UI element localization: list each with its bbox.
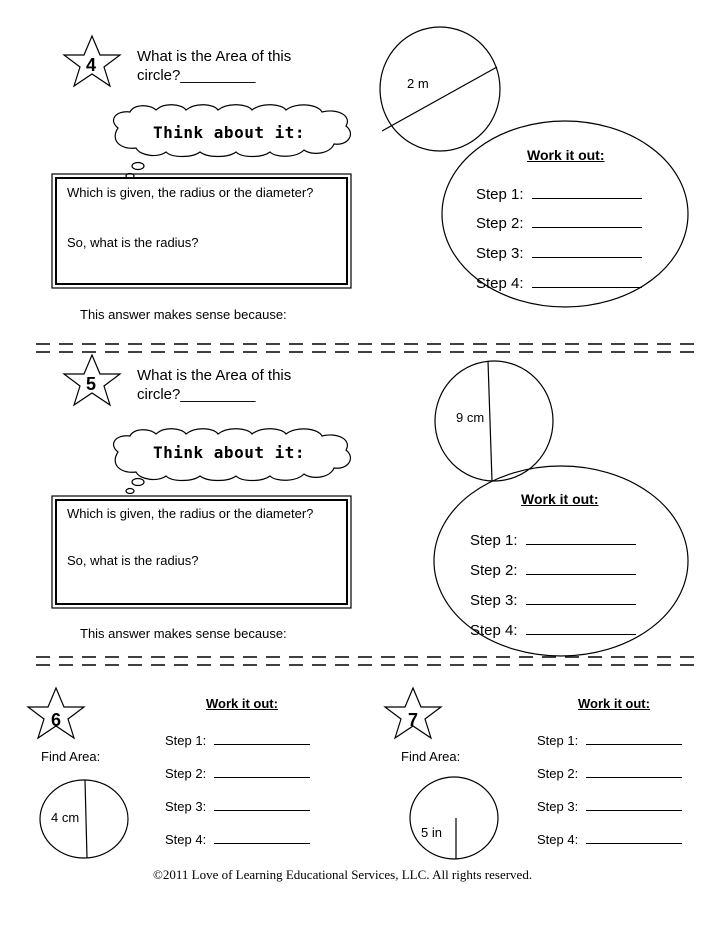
work-heading: Work it out: bbox=[206, 696, 278, 711]
step-label: Step 2: bbox=[165, 766, 207, 781]
circle-figure bbox=[435, 361, 553, 481]
step-label: Step 1: bbox=[537, 733, 579, 748]
step-row bbox=[165, 763, 310, 780]
step-row bbox=[537, 730, 682, 747]
step-row bbox=[165, 796, 310, 813]
question-text-line2: circle?_________ bbox=[137, 386, 256, 403]
prompt-what-is-radius: So, what is the radius? bbox=[67, 235, 199, 250]
question-text-line1: What is the Area of this bbox=[137, 48, 292, 65]
think-heading: Think about it: bbox=[153, 123, 305, 142]
answer-blank[interactable] bbox=[526, 560, 636, 575]
question-text-line1: What is the Area of this bbox=[137, 367, 292, 384]
step-row bbox=[476, 273, 642, 291]
step-label: Step 4: bbox=[537, 832, 579, 847]
work-heading: Work it out: bbox=[521, 491, 599, 507]
answer-blank[interactable] bbox=[586, 730, 682, 745]
prompt-radius-or-diameter: Which is given, the radius or the diameter? bbox=[67, 506, 314, 521]
step-row bbox=[165, 730, 310, 747]
step-row bbox=[165, 829, 310, 846]
diameter-line bbox=[488, 361, 492, 481]
prompt-what-is-radius: So, what is the radius? bbox=[67, 553, 199, 568]
step-row bbox=[470, 560, 636, 578]
answer-blank[interactable] bbox=[586, 829, 682, 844]
step-label: Step 4: bbox=[470, 622, 518, 639]
step-row bbox=[476, 243, 642, 261]
question-number: 7 bbox=[408, 710, 419, 730]
question-text-line2: circle?_________ bbox=[137, 67, 256, 84]
measurement-label: 5 in bbox=[421, 825, 442, 840]
step-label: Step 3: bbox=[537, 799, 579, 814]
answer-blank[interactable] bbox=[526, 530, 636, 545]
answer-blank[interactable] bbox=[214, 829, 310, 844]
step-label: Step 2: bbox=[476, 215, 524, 232]
answer-blank[interactable] bbox=[532, 184, 642, 199]
answer-blank[interactable] bbox=[532, 273, 642, 288]
answer-blank[interactable] bbox=[532, 243, 642, 258]
find-area-label: Find Area: bbox=[401, 749, 461, 764]
question-number: 4 bbox=[86, 55, 97, 75]
prompt-radius-or-diameter: Which is given, the radius or the diameter? bbox=[67, 185, 314, 200]
step-label: Step 3: bbox=[470, 592, 518, 609]
step-row bbox=[470, 590, 636, 608]
work-heading: Work it out: bbox=[527, 147, 605, 163]
measurement-label: 9 cm bbox=[456, 410, 485, 425]
answer-blank[interactable] bbox=[526, 620, 636, 635]
step-row bbox=[470, 620, 636, 638]
think-heading: Think about it: bbox=[153, 443, 305, 462]
measurement-label: 4 cm bbox=[51, 810, 80, 825]
answer-blank[interactable] bbox=[214, 730, 310, 745]
sense-prompt: This answer makes sense because: bbox=[80, 307, 287, 322]
step-row bbox=[537, 796, 682, 813]
answer-blank[interactable] bbox=[214, 763, 310, 778]
step-label: Step 4: bbox=[476, 275, 524, 292]
question-number: 5 bbox=[86, 374, 97, 394]
copyright-footer: ©2011 Love of Learning Educational Services, LLC. All rights reserved. bbox=[153, 867, 533, 882]
step-row bbox=[537, 763, 682, 780]
answer-blank[interactable] bbox=[526, 590, 636, 605]
answer-blank[interactable] bbox=[532, 213, 642, 228]
sense-prompt: This answer makes sense because: bbox=[80, 626, 287, 641]
measurement-label: 2 m bbox=[407, 76, 429, 91]
answer-blank[interactable] bbox=[586, 796, 682, 811]
step-label: Step 4: bbox=[165, 832, 207, 847]
work-heading: Work it out: bbox=[578, 696, 650, 711]
step-label: Step 2: bbox=[470, 562, 518, 579]
step-label: Step 2: bbox=[537, 766, 579, 781]
step-label: Step 1: bbox=[470, 532, 518, 549]
step-label: Step 3: bbox=[476, 245, 524, 262]
circle-figure bbox=[380, 27, 500, 151]
step-row bbox=[537, 829, 682, 846]
step-row bbox=[476, 184, 642, 202]
diameter-line bbox=[382, 67, 497, 131]
answer-blank[interactable] bbox=[586, 763, 682, 778]
step-label: Step 3: bbox=[165, 799, 207, 814]
question-number: 6 bbox=[51, 710, 62, 730]
diameter-line bbox=[85, 780, 87, 858]
step-label: Step 1: bbox=[165, 733, 207, 748]
find-area-label: Find Area: bbox=[41, 749, 101, 764]
step-row bbox=[476, 213, 642, 231]
answer-blank[interactable] bbox=[214, 796, 310, 811]
step-label: Step 1: bbox=[476, 186, 524, 203]
step-row bbox=[470, 530, 636, 548]
circle-figure bbox=[410, 777, 498, 859]
